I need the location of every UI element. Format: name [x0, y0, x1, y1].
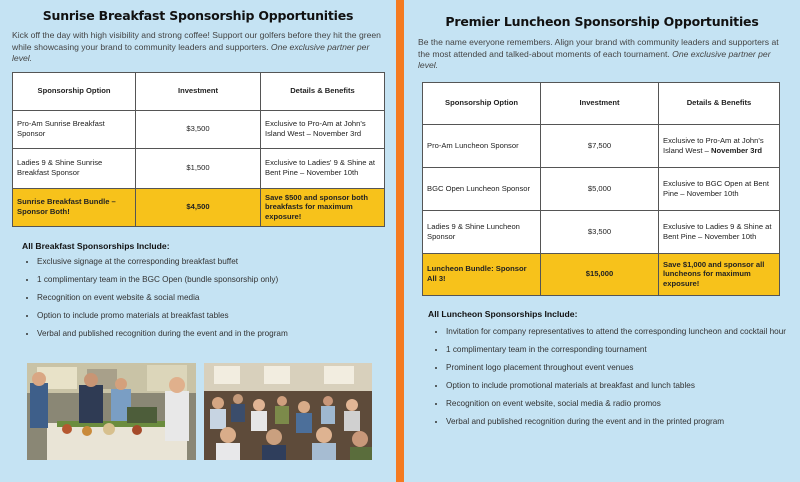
- option-cell: Pro-Am Sunrise Breakfast Sponsor: [13, 110, 136, 148]
- investment-cell: $7,500: [541, 124, 659, 167]
- option-cell: Sunrise Breakfast Bundle – Sponsor Both!: [13, 188, 136, 226]
- column-header: Details & Benefits: [261, 72, 385, 110]
- luncheon-table: [422, 82, 780, 296]
- luncheon-intro: Be the name everyone remembers. Align your brand with community leaders and supporters at the most attended and talked-about moments of each tournament. One exclusive partner per level.: [418, 37, 779, 70]
- details-cell: Exclusive to Ladies' 9 & Shine at Bent Pine – November 10th: [261, 148, 385, 188]
- details-cell: Exclusive to Ladies 9 & Shine at Bent Pine – November 10th: [659, 210, 780, 253]
- option-cell: Pro-Am Luncheon Sponsor: [423, 124, 541, 167]
- option-cell: Luncheon Bundle: Sponsor All 3!: [423, 253, 541, 295]
- breakfast-table: [12, 72, 385, 227]
- investment-cell: $3,500: [136, 110, 261, 148]
- luncheon-includes: [418, 309, 786, 427]
- list-item: • 1 complimentary team in the corresponding tournament: [446, 345, 786, 355]
- table-row: [13, 148, 385, 188]
- investment-cell: $15,000: [541, 253, 659, 295]
- details-date-bold: November 3rd: [711, 145, 763, 155]
- luncheon-includes-list: [428, 327, 786, 427]
- details-cell: Save $500 and sponsor both breakfasts for maximum exposure!: [261, 188, 385, 226]
- list-item: • Option to include promotional materials at breakfast and lunch tables: [446, 381, 786, 391]
- column-header: Investment: [136, 72, 261, 110]
- column-header: Sponsorship Option: [13, 72, 136, 110]
- column-header: Investment: [541, 82, 659, 124]
- breakfast-includes-title: All Breakfast Sponsorships Include:: [22, 240, 170, 251]
- list-item: • Verbal and published recognition during the event and in the printed program: [446, 417, 786, 427]
- bundle-row: [13, 188, 385, 226]
- luncheon-panel: [404, 0, 800, 482]
- investment-cell: $3,500: [541, 210, 659, 253]
- table-row: [423, 124, 780, 167]
- option-cell: BGC Open Luncheon Sponsor: [423, 167, 541, 210]
- details-cell: Exclusive to Pro-Am at John's Island West – November 3rd: [659, 124, 780, 167]
- breakfast-buffet-photo: [27, 363, 196, 460]
- bundle-row: [423, 253, 780, 295]
- details-cell: Exclusive to Pro-Am at John's Island West – November 3rd: [261, 110, 385, 148]
- investment-cell: $1,500: [136, 148, 261, 188]
- list-item: • Prominent logo placement throughout event venues: [446, 363, 786, 373]
- breakfast-includes-list: [22, 257, 384, 339]
- luncheon-crowd-photo: [204, 363, 372, 460]
- table-header-row: [423, 82, 780, 124]
- option-cell: Ladies 9 & Shine Sunrise Breakfast Sponsor: [13, 148, 136, 188]
- list-item: • Verbal and published recognition during the event and in the program: [37, 329, 384, 339]
- list-item: • Recognition on event website, social media & radio promos: [446, 399, 786, 409]
- list-item: • Invitation for company representatives to attend the corresponding luncheon and cocktail hour: [446, 327, 786, 337]
- option-cell: Ladies 9 & Shine Luncheon Sponsor: [423, 210, 541, 253]
- details-cell: Save $1,000 and sponsor all luncheons for maximum exposure!: [659, 253, 780, 295]
- list-item: • Recognition on event website & social media: [37, 293, 384, 303]
- investment-cell: $5,000: [541, 167, 659, 210]
- breakfast-intro: Kick off the day with high visibility and strong coffee! Support our golfers before they hit the green while showcasing your brand to community leaders and supporters. One exclusive partner per level.: [12, 30, 381, 63]
- breakfast-intro-emphasis: One exclusive partner per level.: [12, 41, 370, 63]
- list-item: • Option to include promo materials at breakfast tables: [37, 311, 384, 321]
- table-row: [423, 210, 780, 253]
- table-header-row: [13, 72, 385, 110]
- column-header: Sponsorship Option: [423, 82, 541, 124]
- column-header: Details & Benefits: [659, 82, 780, 124]
- breakfast-includes: [12, 241, 384, 339]
- table-row: [13, 110, 385, 148]
- luncheon-includes-title: All Luncheon Sponsorships Include:: [428, 308, 578, 319]
- breakfast-panel: [0, 0, 396, 482]
- list-item: • 1 complimentary team in the BGC Open (bundle sponsorship only): [37, 275, 384, 285]
- details-cell: Exclusive to BGC Open at Bent Pine – November 10th: [659, 167, 780, 210]
- list-item: • Exclusive signage at the corresponding breakfast buffet: [37, 257, 384, 267]
- breakfast-title: Sunrise Breakfast Sponsorship Opportunities: [42, 8, 354, 23]
- table-row: [423, 167, 780, 210]
- luncheon-intro-emphasis: One exclusive partner per level.: [418, 48, 771, 70]
- luncheon-title: Premier Luncheon Sponsorship Opportunities: [445, 14, 759, 29]
- investment-cell: $4,500: [136, 188, 261, 226]
